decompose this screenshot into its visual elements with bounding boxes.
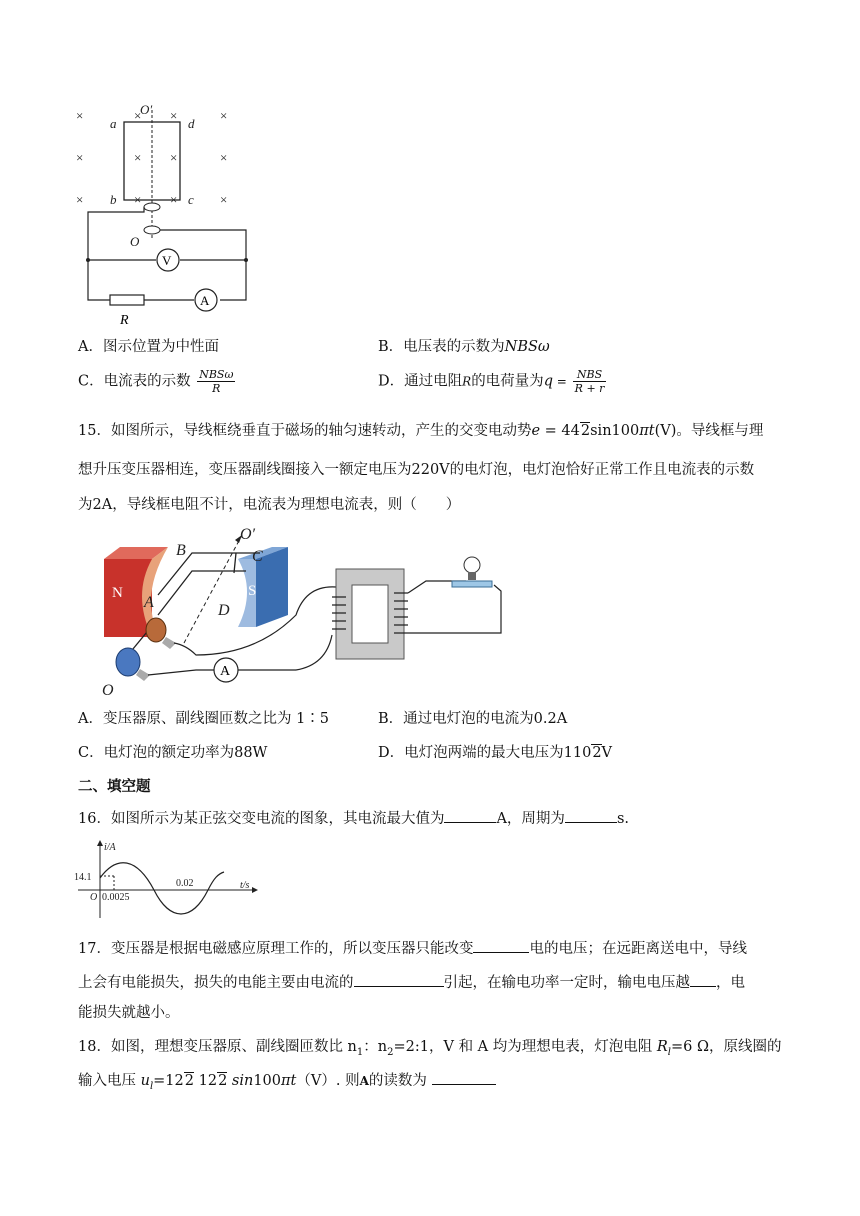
q14-option-c[interactable]: C．电流表的示数 $\frac{\text{NBSω}}{R}$ (78, 368, 234, 395)
slip-ring-top (144, 203, 160, 211)
magnet-N-label: N (112, 585, 123, 601)
figure-sine-graph (74, 838, 264, 922)
q14-option-d[interactable]: D．通过电阻R的电荷量为q = $\frac{\text{NBS}}{R + r}$ (378, 368, 605, 395)
q18-line-2: 输入电压 $u_l=122$ 122 sin100πt（V）. 则A的读数为 (78, 1070, 496, 1098)
field-cross: × (76, 108, 84, 123)
coil-label-A: A (144, 594, 154, 611)
q18-blank[interactable] (432, 1070, 496, 1085)
axis-label-O-prime: O′ (240, 526, 256, 543)
q15-line-3: 为2A，导线框电阻不计，电流表为理想电流表，则（ ） (78, 497, 461, 513)
q17-line-1: 17．变压器是根据电磁感应原理工作的，所以变压器只能改变 电的电压；在远距离送电中，导线 (78, 938, 747, 960)
field-cross: × (220, 108, 228, 123)
q17-blank-3[interactable] (690, 972, 716, 987)
field-cross: × (170, 192, 178, 207)
field-cross: × (76, 192, 84, 207)
q16-text: 16．如图所示为某正弦交变电流的图象，其电流最大值为 A，周期为 s. (78, 808, 629, 830)
bulb-base (452, 581, 492, 587)
fraction: $\frac{\text{NBSω}}{R}$ (199, 368, 234, 395)
coil-label-C: C (252, 548, 263, 565)
section-heading: 二、填空题 (78, 779, 151, 795)
label-b: b (110, 192, 117, 207)
ammeter-label: A (200, 293, 210, 308)
resistor-label: R (120, 313, 129, 328)
axis-label-O: O (102, 682, 114, 695)
q15-option-d[interactable]: D．电灯泡两端的最大电压为1102V (378, 745, 613, 761)
q17-blank-2[interactable] (354, 972, 444, 987)
q14-option-a[interactable]: A．图示位置为中性面 (78, 339, 219, 355)
field-cross: × (170, 150, 178, 165)
slip-ring-bottom (144, 226, 160, 234)
fraction: $\frac{\text{NBS}}{R + r}$ (574, 368, 605, 395)
field-cross: × (134, 192, 142, 207)
graph-xlabel: t/s (240, 880, 250, 891)
figure-coil-circuit (70, 100, 270, 330)
label-c: c (188, 192, 194, 207)
q15-option-b[interactable]: B．通过电灯泡的电流为0.2A (378, 711, 568, 727)
graph-ylabel: i/A (104, 842, 116, 853)
field-cross: × (76, 150, 84, 165)
label-O: O (130, 234, 140, 249)
field-cross: × (134, 150, 142, 165)
ammeter-label: A (220, 664, 231, 679)
slip-ring-2 (116, 648, 140, 676)
field-cross: × (220, 192, 228, 207)
q17-blank-1[interactable] (473, 938, 529, 953)
q18-line-1: 18．如图，理想变压器原、副线圈匝数比 $n_1$：$n_2=2:1$，V 和 A 均为理想电表，灯泡电阻 $R_l=6$ Ω，原线圈的 (78, 1039, 782, 1058)
voltmeter-label: V (162, 253, 172, 268)
graph-origin: O (90, 892, 98, 903)
q15-line-1: 15．如图所示，导线框绕垂直于磁场的轴匀速转动，产生的交变电动势e = 442sin100πt(V)。导线框与理 (78, 423, 764, 439)
resistor-icon (110, 295, 144, 305)
field-cross: × (134, 108, 142, 123)
q15-option-c[interactable]: C．电灯泡的额定功率为88W (78, 745, 268, 761)
q16-blank-1[interactable] (444, 808, 496, 823)
slip-ring-1 (146, 618, 166, 642)
field-cross: × (170, 108, 178, 123)
q17-line-3: 能损失就越小。 (78, 1005, 180, 1021)
figure-generator-transformer (96, 525, 516, 695)
graph-x1: 0.0025 (102, 892, 130, 903)
q14-option-b[interactable]: B．电压表的示数为NBSω (378, 339, 550, 355)
field-cross: × (220, 150, 228, 165)
graph-x2: 0.02 (176, 878, 194, 889)
q16-blank-2[interactable] (565, 808, 617, 823)
ammeter-symbol: A (359, 1074, 369, 1088)
q15-option-a[interactable]: A．变压器原、副线圈匝数之比为 1∶5 (78, 711, 330, 727)
graph-ymax: 14.1 (74, 872, 92, 883)
bulb-icon (464, 557, 480, 573)
label-a: a (110, 116, 117, 131)
q15-line-2: 想升压变压器相连，变压器副线圈接入一额定电压为220V的电灯泡，电灯泡恰好正常工作且电流表的示数 (78, 462, 755, 478)
q17-line-2: 上会有电能损失，损失的电能主要由电流的 引起，在输电功率一定时，输电电压越 ，电 (78, 972, 745, 994)
coil-label-B: B (176, 542, 186, 559)
coil-label-D: D (218, 602, 230, 619)
label-O-prime: O′ (140, 102, 153, 117)
label-d: d (188, 116, 195, 131)
magnet-S-label: S (248, 583, 257, 599)
